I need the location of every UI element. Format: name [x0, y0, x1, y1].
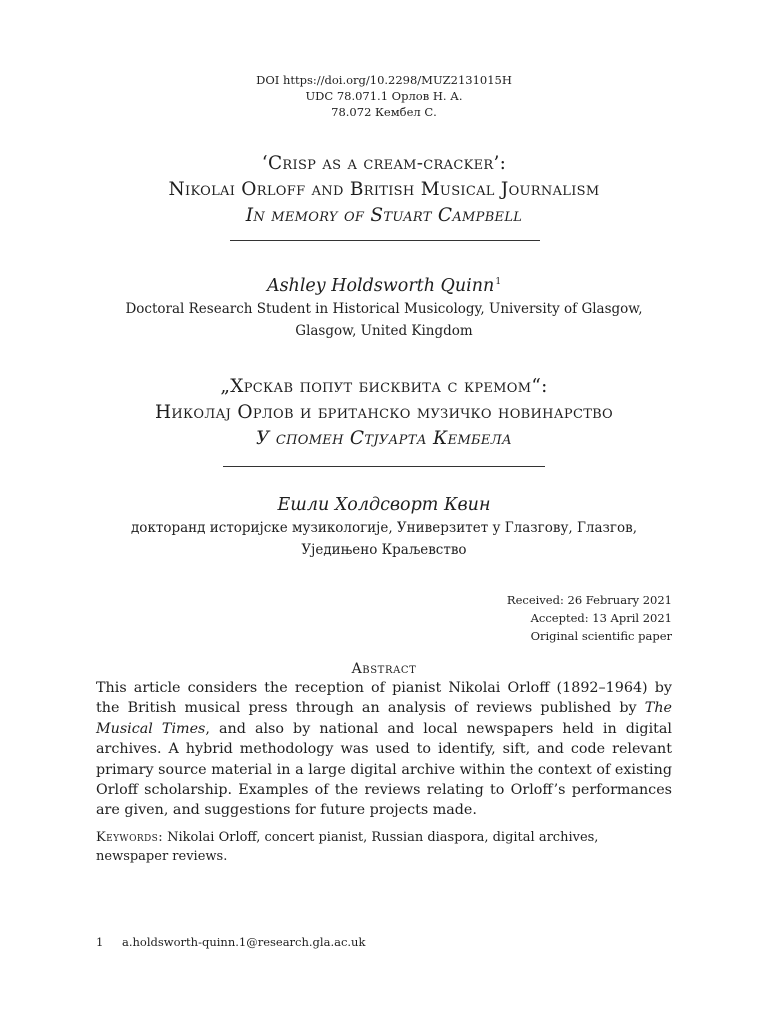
received-date: Received: 26 February 2021 — [506, 593, 672, 607]
english-title-line-2: Nikolai Orloff and British Musical Journalism — [168, 179, 600, 200]
udc-line-1: UDC 78.071.1 Орлов Н. А. — [305, 89, 463, 103]
author-name-serbian: Ешли Холдсворт Квин — [277, 495, 491, 515]
author-name-text: Ashley Holdsworth Quinn — [266, 276, 495, 296]
title-divider-serbian — [223, 466, 545, 467]
abstract-heading: Abstract — [351, 661, 417, 677]
serbian-dedication: У спомен Стјуарта Кембела — [256, 428, 512, 449]
accepted-date: Accepted: 13 April 2021 — [530, 611, 672, 625]
keywords-text: Nikolai Orloff, concert pianist, Russian diaspora, digital archives, newspaper reviews. — [96, 830, 599, 864]
udc-line-2: 78.072 Кембел С. — [331, 105, 437, 119]
journal-title: The Musical Times — [96, 700, 672, 737]
serbian-title-line-1: „Хрскав попут бисквита с кремом“: — [220, 376, 548, 397]
affiliation-serbian-line-2: Уједињено Краљевство — [301, 542, 467, 558]
english-dedication: In memory of Stuart Campbell — [245, 205, 523, 226]
abstract-text-part-1: This article considers the reception of pianist Nikolai Orloff (1892–1964) by the British musical press through an analysis of reviews published by — [96, 680, 672, 717]
serbian-author-block — [0, 493, 768, 561]
title-divider-english — [230, 240, 540, 241]
serbian-title-block — [0, 374, 768, 452]
affiliation-serbian-line-1: докторанд историјске музикологије, Универзитет у Глазгову, Глазгов, — [131, 520, 637, 536]
footnote-marker[interactable]: 1 — [495, 277, 502, 287]
english-title-block — [0, 151, 768, 229]
english-author-block — [0, 270, 768, 342]
abstract-body — [96, 678, 672, 821]
paper-type: Original scientific paper — [530, 629, 672, 643]
submission-dates — [507, 591, 672, 645]
footnote-number: 1 — [96, 935, 104, 949]
article-identifiers — [0, 72, 768, 120]
affiliation-english-line-1: Doctoral Research Student in Historical Musicology, University of Glasgow, — [125, 301, 643, 317]
author-email[interactable]: a.holdsworth-quinn.1@research.gla.ac.uk — [122, 935, 366, 949]
serbian-title-line-2: Николај Орлов и британско музичко новинарство — [154, 402, 613, 423]
english-title-line-1: ‘Crisp as a cream-cracker’: — [261, 153, 507, 174]
keywords-label: Keywords: — [96, 830, 163, 845]
author-name-english — [0, 270, 768, 298]
affiliation-english-line-2: Glasgow, United Kingdom — [295, 323, 473, 339]
doi-line[interactable]: DOI https://doi.org/10.2298/MUZ2131015H — [256, 73, 512, 87]
abstract-text-part-2: , and also by national and local newspapers held in digital archives. A hybrid methodology was used to identify, sift, and code relevant primary source material in a large digital archive within the context of existing Orloff scholarship. Examples of the reviews relating to Orloff’s performances are given, and suggestions for future projects made. — [96, 720, 672, 819]
footnote — [96, 934, 365, 950]
keywords — [96, 828, 672, 866]
